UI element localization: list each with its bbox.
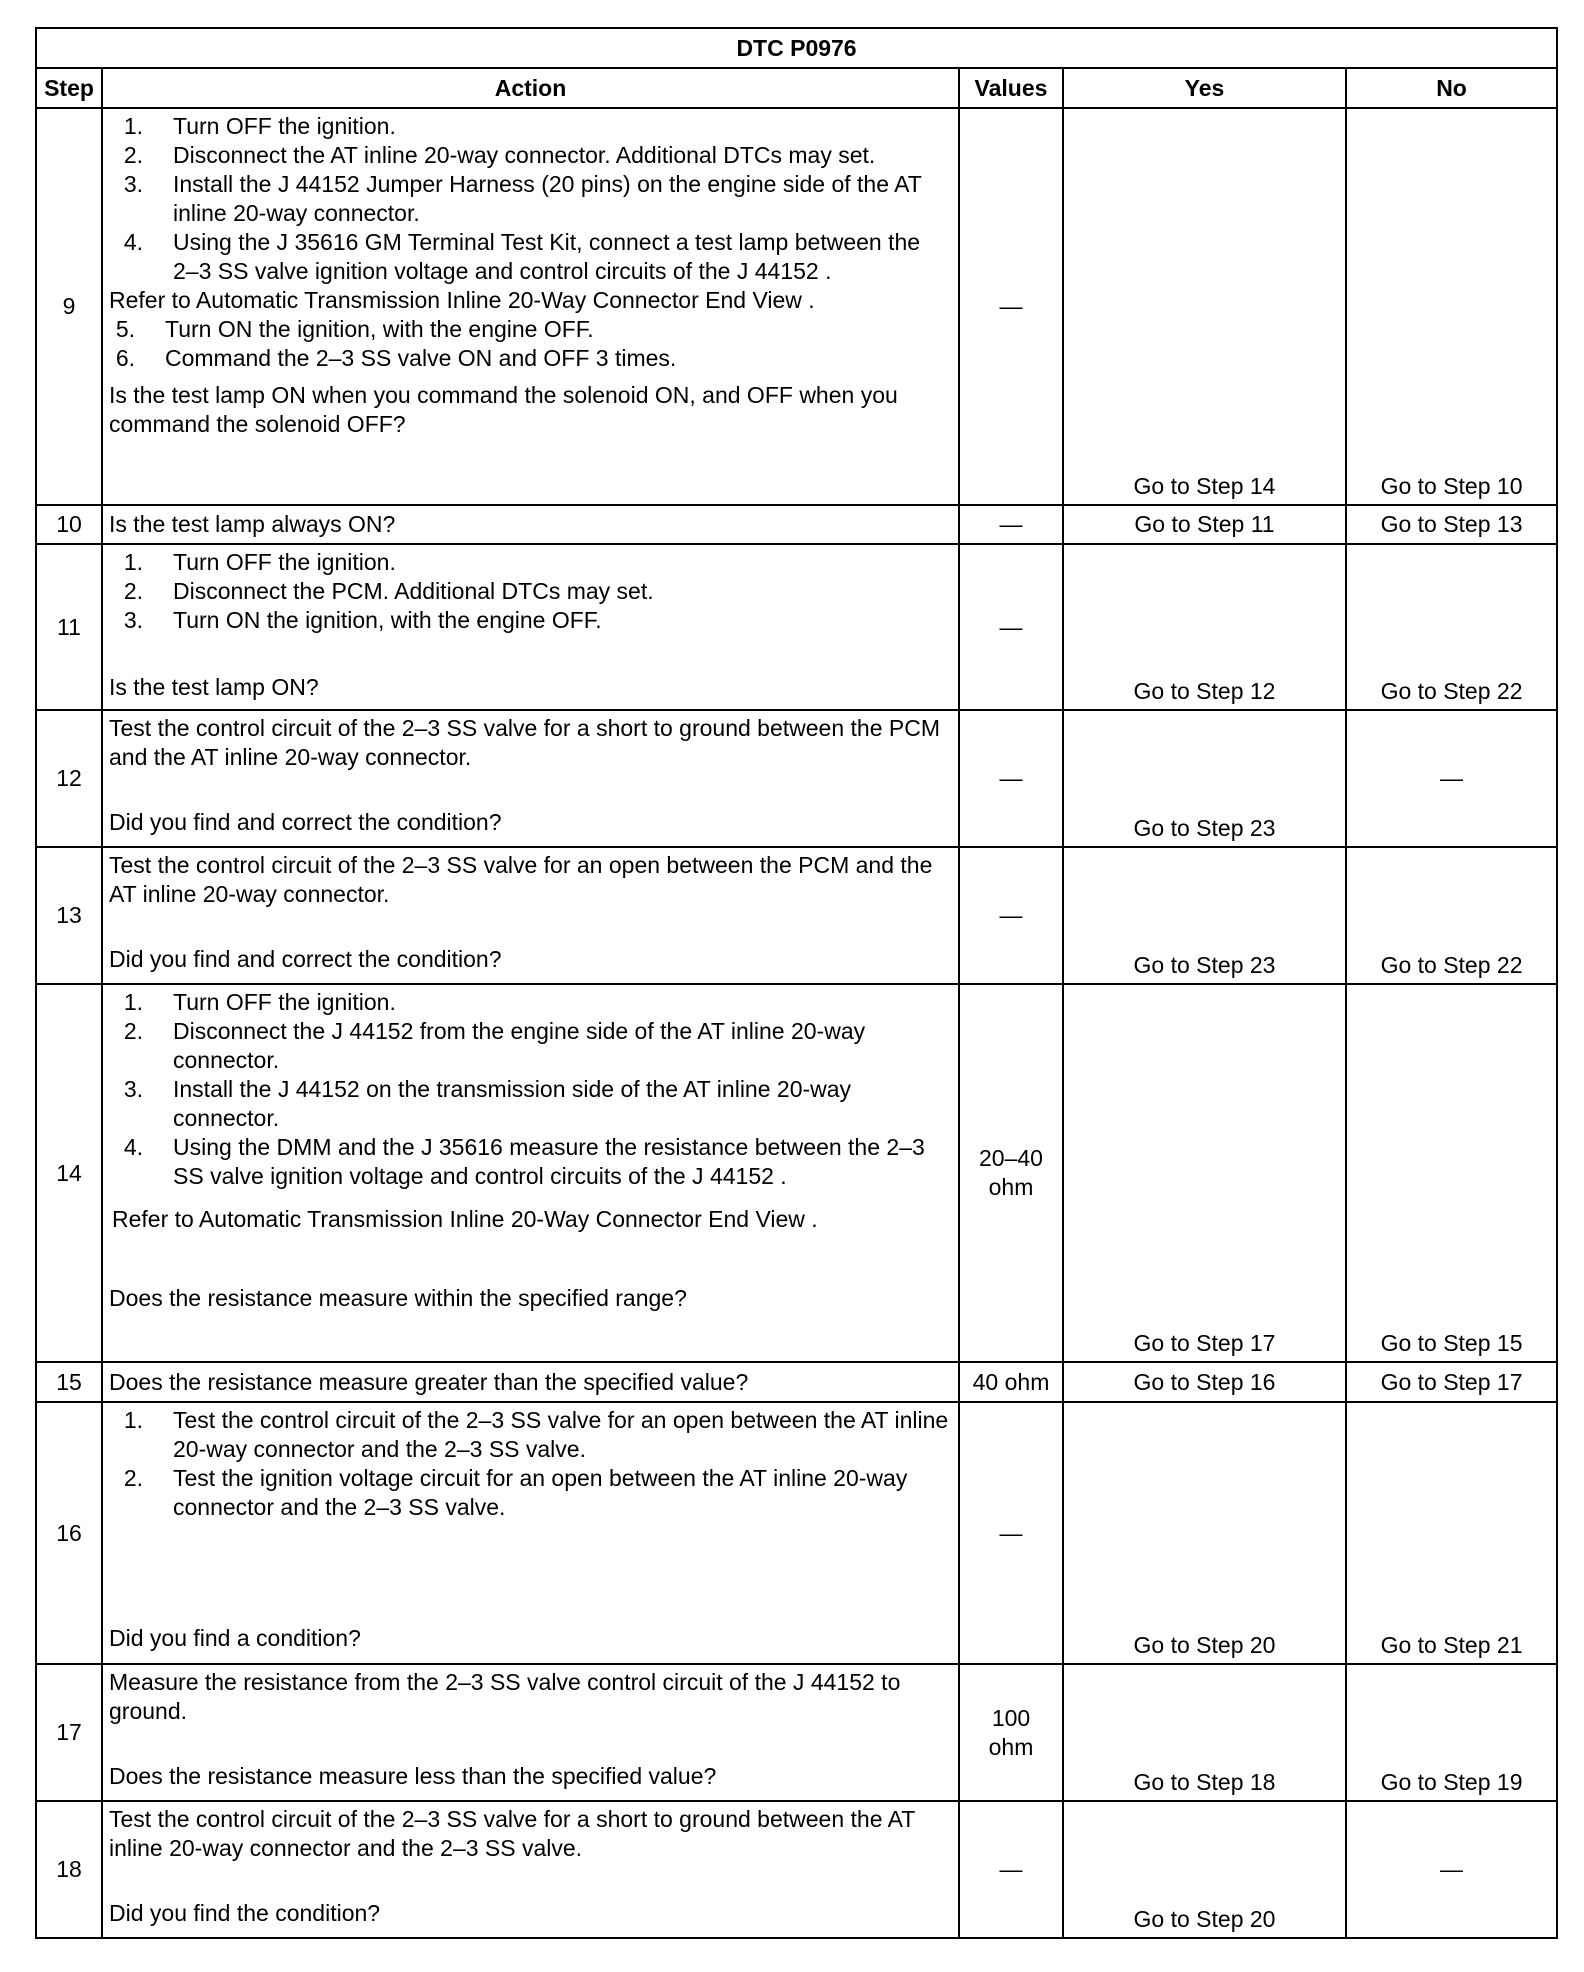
table-row [36, 1801, 1557, 1938]
step-number: 12 [36, 710, 102, 847]
step-number: 15 [36, 1362, 102, 1402]
step-number: 10 [36, 505, 102, 544]
yes-cell: Go to Step 12 [1063, 544, 1346, 710]
step-number: 14 [36, 984, 102, 1362]
no-cell: Go to Step 22 [1346, 544, 1557, 710]
action-steps [109, 988, 952, 1191]
list-item: 3. Install the J 44152 Jumper Harness (20 pins) on the engine side of the AT inline 20-way connector. [123, 171, 922, 226]
step-number: 9 [36, 108, 102, 505]
table-title: DTC P0976 [36, 28, 1557, 68]
list-item: 5. Turn ON the ignition, with the engine OFF. [115, 316, 594, 342]
action-steps [109, 548, 952, 635]
yes-cell: Go to Step 11 [1063, 505, 1346, 544]
list-item: 2. Disconnect the AT inline 20-way connector. Additional DTCs may set. [123, 142, 876, 168]
question-text: Does the resistance measure greater than the specified value? [102, 1362, 959, 1402]
yes-cell: Go to Step 23 [1063, 710, 1346, 847]
no-cell: Go to Step 21 [1346, 1402, 1557, 1664]
list-item: 1. Test the control circuit of the 2–3 SS valve for an open between the AT inline 20-way connector and the 2–3 SS valve. [123, 1407, 949, 1462]
value-cell: — [959, 847, 1063, 984]
yes-cell: Go to Step 18 [1063, 1664, 1346, 1801]
no-cell: Go to Step 15 [1346, 984, 1557, 1362]
no-cell: — [1346, 710, 1557, 847]
table-row [36, 1402, 1557, 1664]
list-item: 3. Turn ON the ignition, with the engine OFF. [123, 607, 602, 633]
no-cell: Go to Step 10 [1346, 108, 1557, 505]
action-cell [102, 544, 959, 710]
question-text: Does the resistance measure within the specified range? [109, 1285, 687, 1311]
list-item: 3. Install the J 44152 on the transmission side of the AT inline 20-way connector. [123, 1076, 852, 1131]
action-steps [109, 112, 952, 286]
question-text: Did you find and correct the condition? [109, 946, 502, 972]
step-number: 11 [36, 544, 102, 710]
refer-text: Refer to Automatic Transmission Inline 20-Way Connector End View . [112, 1206, 818, 1232]
list-item: 1. Turn OFF the ignition. [123, 549, 396, 575]
yes-cell: Go to Step 23 [1063, 847, 1346, 984]
list-item: 1. Turn OFF the ignition. [123, 989, 396, 1015]
table-row [36, 108, 1557, 505]
action-cell [102, 1664, 959, 1801]
no-cell: Go to Step 17 [1346, 1362, 1557, 1402]
no-cell: — [1346, 1801, 1557, 1938]
header-yes: Yes [1063, 68, 1346, 108]
action-cell [102, 847, 959, 984]
action-steps [109, 315, 952, 373]
table-row [36, 1664, 1557, 1801]
refer-text: Refer to Automatic Transmission Inline 20-Way Connector End View . [109, 287, 815, 313]
value-cell: — [959, 544, 1063, 710]
question-text: Did you find the condition? [109, 1900, 381, 1926]
action-text: Test the control circuit of the 2–3 SS valve for a short to ground between the AT inline 20-way connector and the 2–3 SS valve. [109, 1806, 915, 1861]
no-cell: Go to Step 22 [1346, 847, 1557, 984]
action-cell [102, 1402, 959, 1664]
table-row [36, 505, 1557, 544]
value-cell: — [959, 108, 1063, 505]
question-text: Is the test lamp ON? [109, 674, 319, 700]
list-item: 2. Disconnect the J 44152 from the engine side of the AT inline 20-way connector. [123, 1018, 866, 1073]
action-text: Measure the resistance from the 2–3 SS valve control circuit of the J 44152 to ground. [109, 1669, 901, 1724]
yes-cell: Go to Step 14 [1063, 108, 1346, 505]
question-text: Did you find a condition? [109, 1625, 361, 1651]
list-item: 1. Turn OFF the ignition. [123, 113, 396, 139]
step-number: 18 [36, 1801, 102, 1938]
question-text: Does the resistance measure less than the specified value? [109, 1763, 717, 1789]
yes-cell: Go to Step 20 [1063, 1801, 1346, 1938]
question-text: Is the test lamp always ON? [102, 505, 959, 544]
table-row [36, 710, 1557, 847]
value-cell: — [959, 1402, 1063, 1664]
list-item: 4. Using the DMM and the J 35616 measure the resistance between the 2–3 SS valve ignition voltage and control circuits of the J 44152 . [123, 1134, 925, 1189]
list-item: 4. Using the J 35616 GM Terminal Test Kit, connect a test lamp between the 2–3 SS valve ignition voltage and control circuits of the J 44152 . [123, 229, 921, 284]
diagnostic-table [35, 27, 1558, 1939]
action-cell [102, 984, 959, 1362]
list-item: 6. Command the 2–3 SS valve ON and OFF 3 times. [115, 345, 677, 371]
value-cell: — [959, 1801, 1063, 1938]
step-number: 13 [36, 847, 102, 984]
header-action: Action [102, 68, 959, 108]
table-row [36, 847, 1557, 984]
question-text: Did you find and correct the condition? [109, 809, 502, 835]
yes-cell: Go to Step 20 [1063, 1402, 1346, 1664]
list-item: 2. Test the ignition voltage circuit for an open between the AT inline 20-way connector and the 2–3 SS valve. [123, 1465, 908, 1520]
table-row [36, 1362, 1557, 1402]
action-cell [102, 1801, 959, 1938]
question-text: Is the test lamp ON when you command the solenoid ON, and OFF when you command the solenoid OFF? [109, 382, 898, 437]
value-cell: 100 ohm [959, 1664, 1063, 1801]
step-number: 16 [36, 1402, 102, 1664]
value-cell: — [959, 505, 1063, 544]
yes-cell: Go to Step 16 [1063, 1362, 1346, 1402]
table-row [36, 984, 1557, 1362]
value-cell: 40 ohm [959, 1362, 1063, 1402]
header-values: Values [959, 68, 1063, 108]
header-no: No [1346, 68, 1557, 108]
value-cell: — [959, 710, 1063, 847]
action-cell [102, 108, 959, 505]
no-cell: Go to Step 19 [1346, 1664, 1557, 1801]
table-row [36, 544, 1557, 710]
action-text: Test the control circuit of the 2–3 SS valve for a short to ground between the PCM and the AT inline 20-way connector. [109, 715, 940, 770]
action-steps [109, 1406, 952, 1522]
step-number: 17 [36, 1664, 102, 1801]
no-cell: Go to Step 13 [1346, 505, 1557, 544]
list-item: 2. Disconnect the PCM. Additional DTCs may set. [123, 578, 654, 604]
value-cell: 20–40 ohm [959, 984, 1063, 1362]
action-cell [102, 710, 959, 847]
yes-cell: Go to Step 17 [1063, 984, 1346, 1362]
header-step: Step [36, 68, 102, 108]
action-text: Test the control circuit of the 2–3 SS valve for an open between the PCM and the AT inline 20-way connector. [109, 852, 933, 907]
